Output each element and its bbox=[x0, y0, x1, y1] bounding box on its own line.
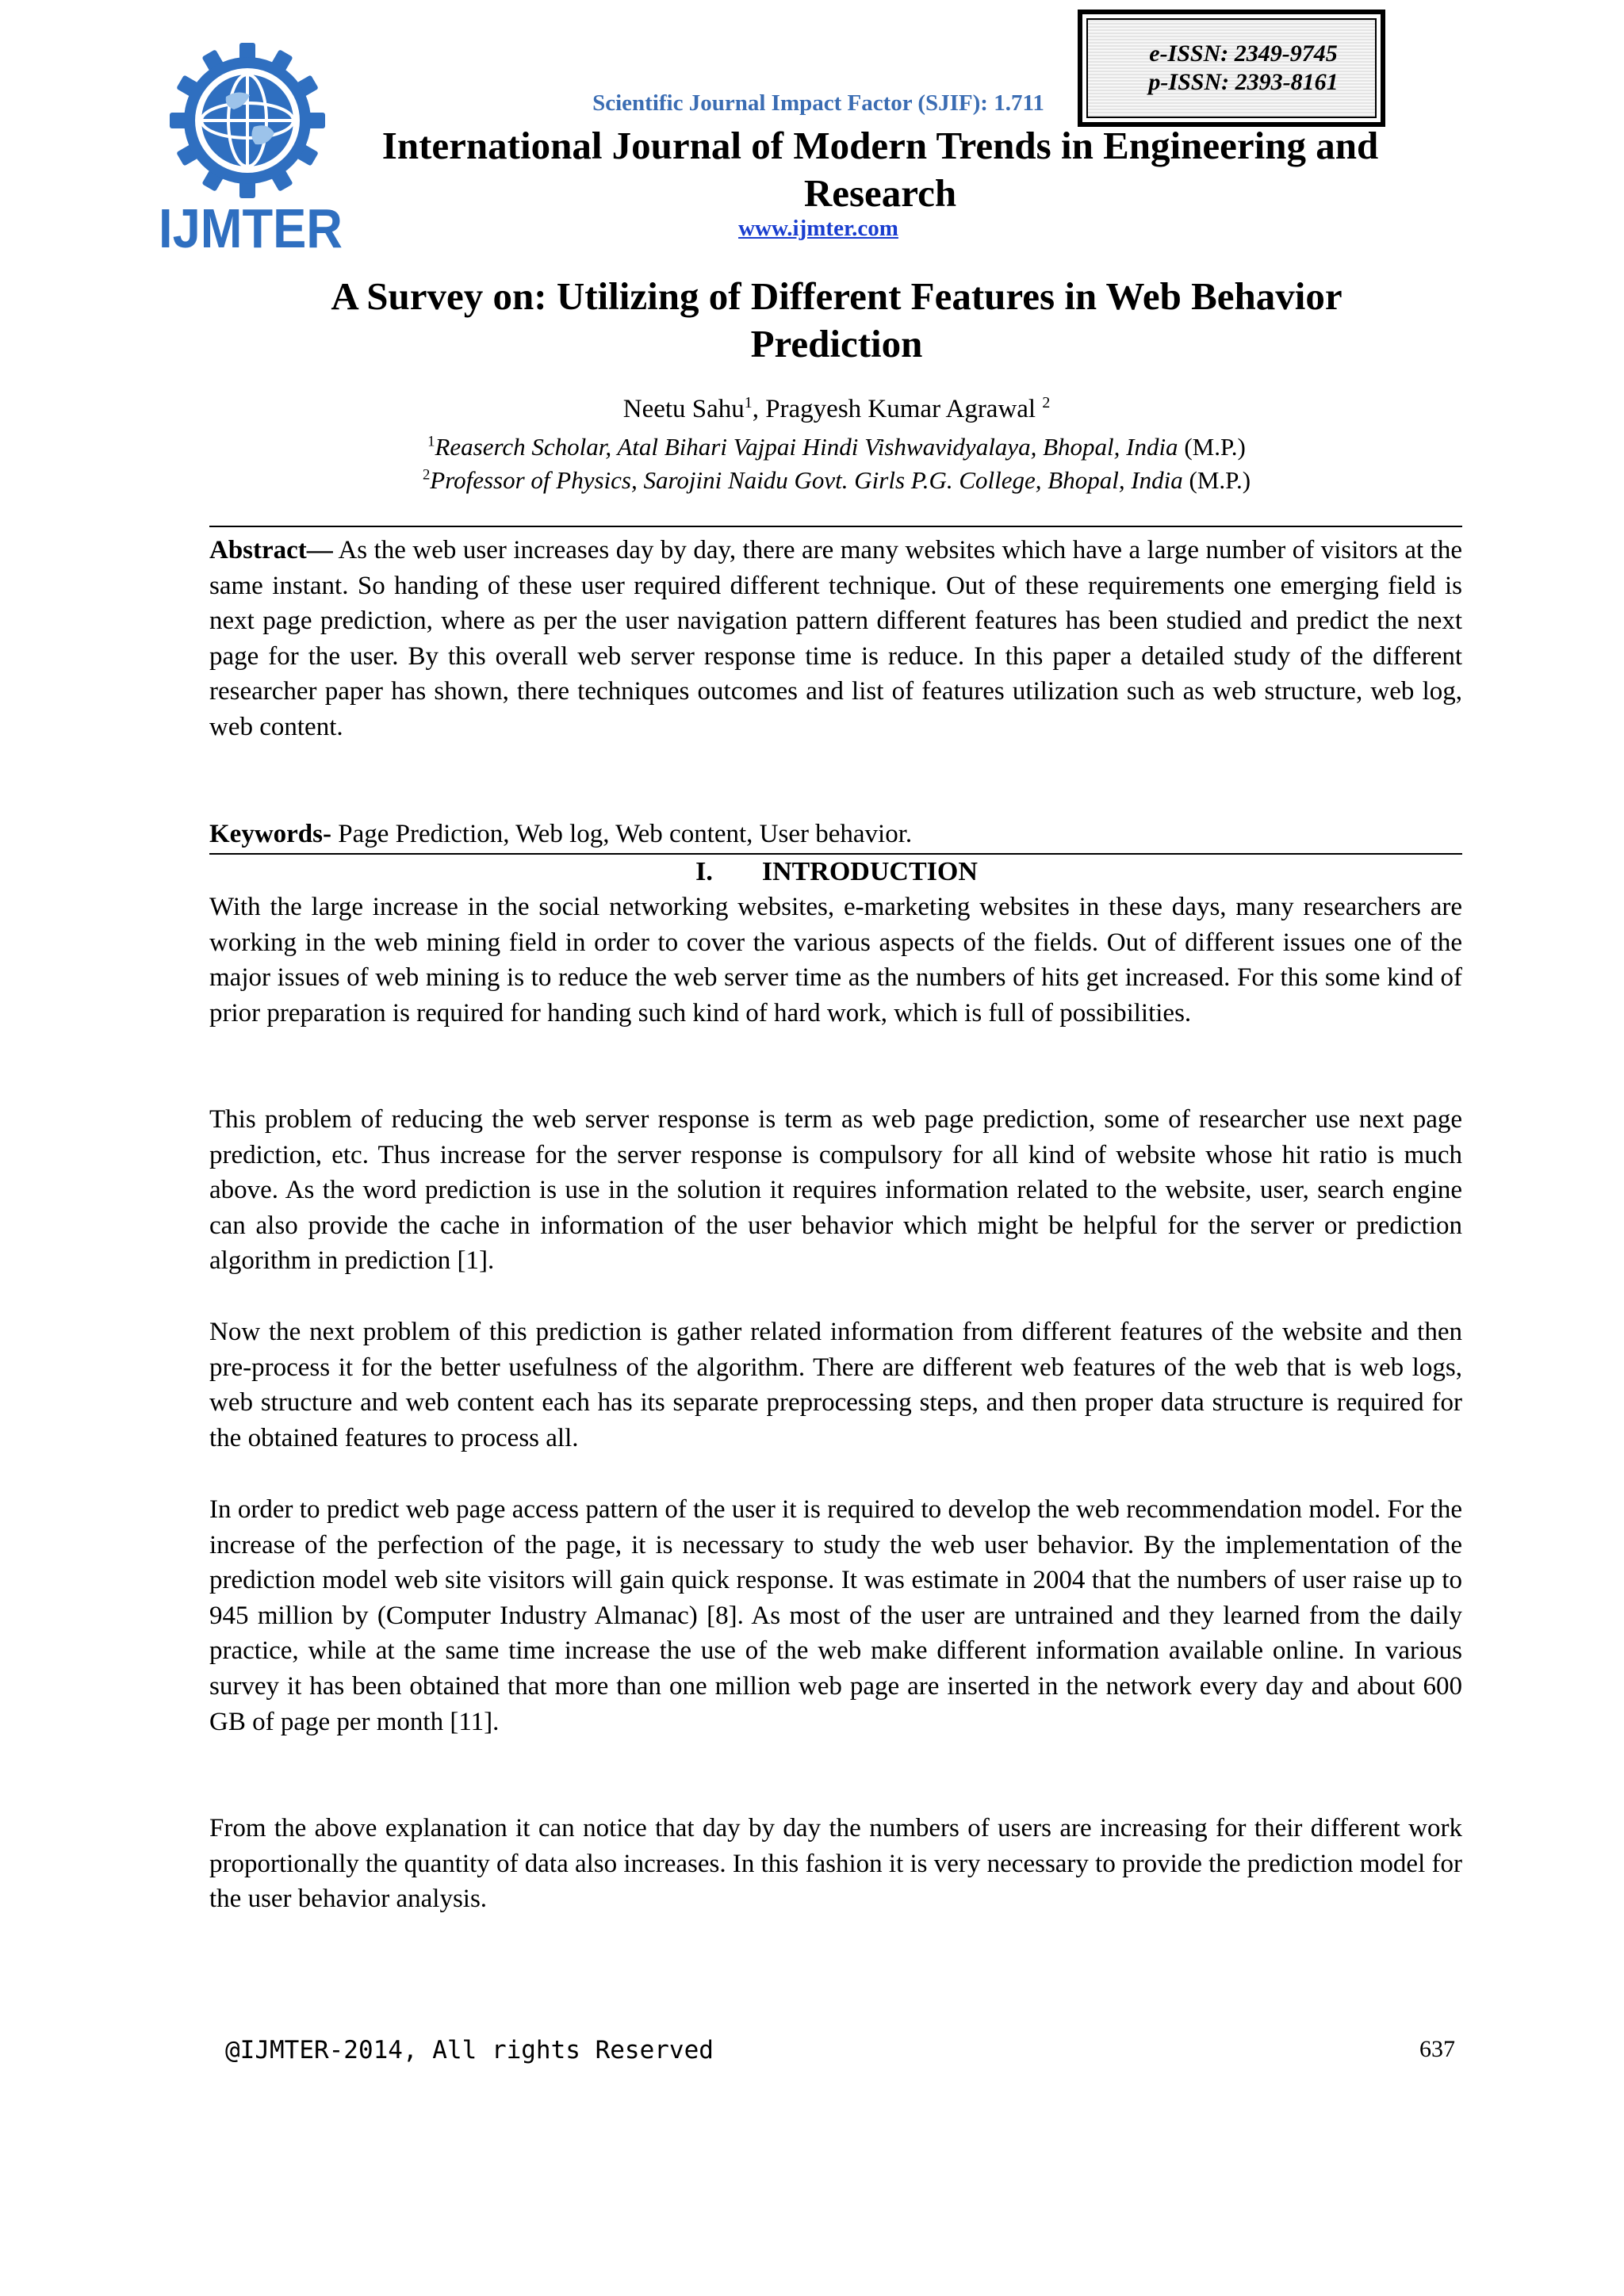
affiliation bbox=[0, 466, 1624, 495]
issn-print: p-ISSN: 2393-8161 bbox=[1148, 69, 1339, 95]
keywords bbox=[209, 817, 1462, 852]
body-paragraph: With the large increase in the social networking websites, e-marketing websites in these days, many researchers are working in the web mining field in order to cover the various aspects of the fields. Out of different issues one of the major issues of web mining is to reduce the web server time as the numbers of hits get increased. For this some kind of prior preparation is required for handing such kind of hard work, which is full of possibilities. bbox=[209, 893, 1462, 1027]
abstract-label: Abstract— bbox=[209, 536, 333, 564]
affiliation-mark: 1 bbox=[427, 433, 435, 450]
journal-url-link[interactable]: www.ijmter.com bbox=[738, 216, 898, 241]
author-name: Pragyesh Kumar Agrawal bbox=[765, 395, 1043, 423]
journal-title: International Journal of Modern Trends in Engineering and Research bbox=[381, 124, 1379, 215]
body-paragraph: In order to predict web page access pattern of the user it is required to develop the web recommendation model. For the increase of the perfection of the page, it is necessary to study the web user behavior. By the implementation of the prediction model web site visitors will gain quick response. It was estimate in 2004 that the numbers of user raise up to 945 million by (Computer Industry Almanac) [8]. As most of the user are untrained and they learned from the daily practice, while at the same time increase the use of the web make different information available online. In various survey it has been obtained that more than one million web page are inserted in the network every day and about 600 GB of page per month [11]. bbox=[209, 1495, 1462, 1736]
issn-electronic: e-ISSN: 2349-9745 bbox=[1149, 40, 1338, 67]
svg-text:IJMTER: IJMTER bbox=[159, 197, 343, 255]
author-line bbox=[0, 395, 1624, 424]
paper-title: A Survey on: Utilizing of Different Features in Web Behavior Prediction bbox=[331, 274, 1342, 365]
abstract bbox=[209, 533, 1462, 745]
affiliation-text: Reaserch Scholar, Atal Bihari Vajpai Hindi Vishwavidyalaya, Bhopal, India bbox=[435, 433, 1178, 461]
page-number: 637 bbox=[1419, 2036, 1455, 2062]
section-number: I. bbox=[695, 857, 713, 886]
keywords-text: Page Prediction, Web log, Web content, User behavior. bbox=[331, 820, 913, 848]
body-paragraph: From the above explanation it can notice that day by day the numbers of users are increasing for their different work proportionally the quantity of data also increases. In this fashion it is very necessary to provide the prediction model for the user behavior analysis. bbox=[209, 1814, 1462, 1914]
section-title: INTRODUCTION bbox=[761, 857, 978, 886]
affiliation-suffix: (M.P.) bbox=[1178, 433, 1246, 461]
keywords-label: Keywords- bbox=[209, 820, 331, 848]
section-divider bbox=[209, 526, 1462, 527]
impact-factor: Scientific Journal Impact Factor (SJIF): 1.711 bbox=[592, 90, 1044, 116]
section-heading bbox=[0, 855, 1624, 890]
abstract-text: As the web user increases day by day, there are many websites which have a large number of visitors at the same instant. So handing of these user required different technique. Out of these requirements one emerging field is next page prediction, where as per the user navigation pattern different features has been studied and predict the next page for the user. By this overall web server response time is reduce. In this paper a detailed study of the different researcher paper has shown, there techniques outcomes and list of features utilization such as web structure, web log, web content. bbox=[209, 536, 1462, 741]
affiliation-mark: 2 bbox=[422, 466, 431, 484]
author-affiliation-mark: 2 bbox=[1042, 394, 1051, 411]
affiliation-text: Professor of Physics, Sarojini Naidu Govt. Girls P.G. College, Bhopal, India bbox=[430, 466, 1183, 494]
body-paragraph: Now the next problem of this prediction is gather related information from different features of the website and then pre-process it for the better usefulness of the algorithm. There are different web features of the web that is web logs, web structure and web content each has its separate preprocessing steps, and then proper data structure is required for the obtained features to process all. bbox=[209, 1318, 1462, 1452]
author-separator: , bbox=[752, 395, 766, 423]
author-affiliation-mark: 1 bbox=[744, 394, 753, 411]
body-paragraph: This problem of reducing the web server response is term as web page prediction, some of researcher use next page prediction, etc. Thus increase for the server response is compulsory for all kind of website whose hit ratio is much above. As the word prediction is use in the solution it requires information related to the website, user, search engine can also provide the cache in information of the user behavior which might be helpful for the server or prediction algorithm in prediction [1]. bbox=[209, 1105, 1462, 1276]
footer-copyright: @IJMTER-2014, All rights Reserved bbox=[225, 2036, 714, 2064]
affiliation bbox=[0, 433, 1624, 461]
author-name: Neetu Sahu bbox=[622, 395, 745, 423]
affiliation-suffix: (M.P.) bbox=[1182, 466, 1251, 494]
